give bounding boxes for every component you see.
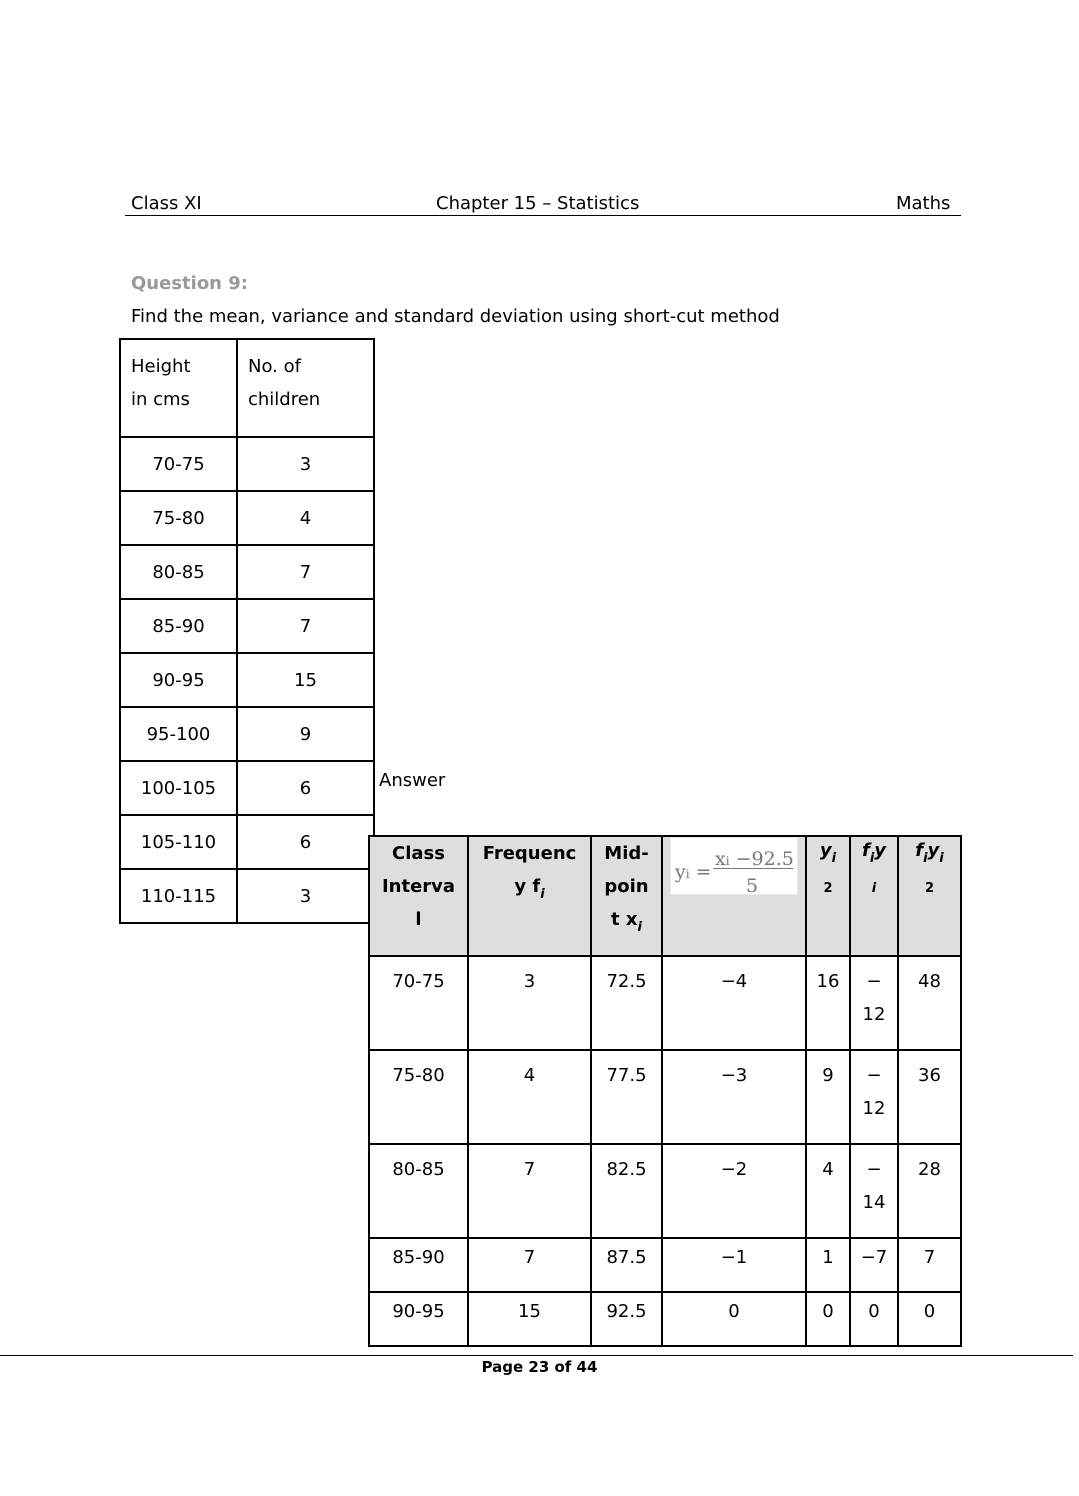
cell-count: 7 — [237, 599, 374, 653]
cell-class: 80-85 — [369, 1144, 468, 1238]
table-row — [369, 1292, 961, 1346]
cell-midpoint: 72.5 — [591, 956, 662, 1050]
table-row — [120, 437, 374, 491]
formula-image: yi = xi −92.5 5 — [670, 837, 798, 895]
table-row — [120, 491, 374, 545]
cell-count: 15 — [237, 653, 374, 707]
cell-height: 110-115 — [120, 869, 237, 923]
answer-label: Answer — [379, 770, 446, 791]
header-y-squared: $y_i$ 2 — [806, 836, 850, 956]
cell-height: 85-90 — [120, 599, 237, 653]
table-row — [120, 707, 374, 761]
table-row — [369, 956, 961, 1050]
header-chapter: Chapter 15 – Statistics — [436, 193, 640, 214]
header-fy-squared: $f_iy_i$ 2 — [898, 836, 961, 956]
cell-y: 0 — [662, 1292, 806, 1346]
cell-y: −4 — [662, 956, 806, 1050]
cell-class: 90-95 — [369, 1292, 468, 1346]
cell-class: 75-80 — [369, 1050, 468, 1144]
question-title: Question 9: — [131, 273, 248, 294]
table-row — [120, 761, 374, 815]
table-row — [120, 869, 374, 923]
cell-midpoint: 82.5 — [591, 1144, 662, 1238]
cell-frequency: 7 — [468, 1144, 591, 1238]
page-number: Page 23 of 44 — [481, 1358, 598, 1376]
cell-frequency: 15 — [468, 1292, 591, 1346]
cell-fy: −7 — [850, 1238, 898, 1292]
cell-frequency: 7 — [468, 1238, 591, 1292]
cell-height: 75-80 — [120, 491, 237, 545]
cell-count: 3 — [237, 437, 374, 491]
cell-count: 7 — [237, 545, 374, 599]
cell-fy-squared: 0 — [898, 1292, 961, 1346]
cell-height: 80-85 — [120, 545, 237, 599]
cell-fy: 0 — [850, 1292, 898, 1346]
cell-height: 90-95 — [120, 653, 237, 707]
cell-fy-squared: 36 — [898, 1050, 961, 1144]
cell-fy: − 12 — [850, 1050, 898, 1144]
cell-count: 6 — [237, 761, 374, 815]
table-row — [369, 1050, 961, 1144]
table-row — [120, 653, 374, 707]
cell-midpoint: 77.5 — [591, 1050, 662, 1144]
cell-fy: − 12 — [850, 956, 898, 1050]
cell-fy-squared: 28 — [898, 1144, 961, 1238]
cell-count: 4 — [237, 491, 374, 545]
cell-count: 3 — [237, 869, 374, 923]
solution-table — [368, 835, 962, 1347]
header-height: Height in cms — [120, 339, 237, 437]
table-row — [369, 1144, 961, 1238]
header-midpoint: Mid- poin t $x_i$ — [591, 836, 662, 956]
cell-fy-squared: 7 — [898, 1238, 961, 1292]
cell-frequency: 4 — [468, 1050, 591, 1144]
table-header-row — [120, 339, 374, 437]
header-frequency: Frequenc y $f_i$ — [468, 836, 591, 956]
table-header-row — [369, 836, 961, 956]
cell-fy: − 14 — [850, 1144, 898, 1238]
question-text: Find the mean, variance and standard deviation using short-cut method — [131, 306, 780, 327]
height-frequency-table — [119, 338, 375, 924]
table-row — [120, 815, 374, 869]
cell-midpoint: 92.5 — [591, 1292, 662, 1346]
cell-y-squared: 1 — [806, 1238, 850, 1292]
cell-height: 105-110 — [120, 815, 237, 869]
header-children: No. of children — [237, 339, 374, 437]
cell-fy-squared: 48 — [898, 956, 961, 1050]
cell-y-squared: 9 — [806, 1050, 850, 1144]
header-divider — [125, 215, 961, 216]
table-row — [369, 1238, 961, 1292]
cell-midpoint: 87.5 — [591, 1238, 662, 1292]
cell-height: 95-100 — [120, 707, 237, 761]
header-class-interval: Class Interva l — [369, 836, 468, 956]
table-row — [120, 545, 374, 599]
table-row — [120, 599, 374, 653]
cell-y-squared: 16 — [806, 956, 850, 1050]
cell-class: 70-75 — [369, 956, 468, 1050]
cell-count: 9 — [237, 707, 374, 761]
cell-frequency: 3 — [468, 956, 591, 1050]
header-formula — [662, 836, 806, 956]
cell-y-squared: 0 — [806, 1292, 850, 1346]
cell-y: −1 — [662, 1238, 806, 1292]
cell-height: 70-75 — [120, 437, 237, 491]
cell-class: 85-90 — [369, 1238, 468, 1292]
cell-height: 100-105 — [120, 761, 237, 815]
cell-count: 6 — [237, 815, 374, 869]
header-fy: $f_iy$ i — [850, 836, 898, 956]
cell-y: −2 — [662, 1144, 806, 1238]
header-subject: Maths — [896, 193, 951, 214]
header-class: Class XI — [131, 193, 202, 214]
footer-divider — [0, 1355, 1073, 1356]
cell-y: −3 — [662, 1050, 806, 1144]
cell-y-squared: 4 — [806, 1144, 850, 1238]
